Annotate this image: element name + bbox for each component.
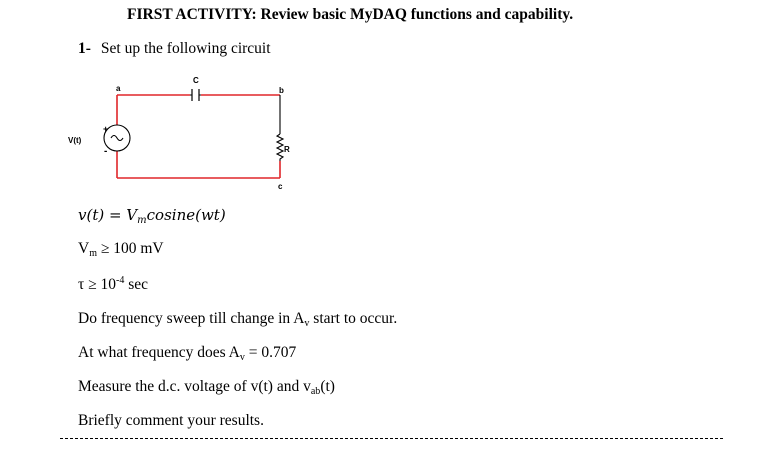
instruction-3-post: (t) <box>320 378 335 395</box>
vm-rest: ≥ 100 mV <box>96 240 164 257</box>
resistor-label: R <box>284 145 290 154</box>
instruction-3-pre: Measure the d.c. voltage of v(t) and v <box>78 378 311 395</box>
circuit-wires <box>117 95 280 178</box>
source-label: V(t) <box>68 136 82 145</box>
dashed-separator <box>60 438 723 439</box>
instruction-4: Briefly comment your results. <box>78 412 264 429</box>
eq-v-rhs: cosine(wt) <box>146 206 226 224</box>
instruction-3 <box>78 378 335 397</box>
eq-v-sub: m <box>137 215 147 226</box>
instruction-1 <box>78 310 397 329</box>
vm-main: V <box>78 240 90 257</box>
step-text: Set up the following circuit <box>100 40 271 57</box>
node-c-bottom-label: c <box>278 182 283 191</box>
node-a-label: a <box>116 84 121 93</box>
vm-sub: m <box>89 248 97 259</box>
node-b-label: b <box>279 86 284 95</box>
tau-main: τ ≥ 10 <box>78 276 116 293</box>
eq-v-lhs: v(t) = V <box>78 206 138 224</box>
source-minus-sign: - <box>104 146 108 157</box>
instruction-2 <box>78 344 296 363</box>
vm-condition <box>78 240 164 259</box>
instruction-1-sub: v <box>304 318 310 329</box>
step-1 <box>78 40 271 58</box>
activity-title: FIRST ACTIVITY: Review basic MyDAQ functions and capability. <box>127 6 574 23</box>
step-number: 1- <box>78 40 91 57</box>
instruction-1-pre: Do frequency sweep till change in A <box>78 310 305 327</box>
instruction-2-sub: v <box>239 352 245 363</box>
capacitor-symbol <box>190 89 201 101</box>
tau-exp: -4 <box>116 275 125 286</box>
instruction-2-post: = 0.707 <box>244 344 297 361</box>
equation-voltage <box>78 206 226 226</box>
circuit-diagram <box>60 70 310 200</box>
instruction-2-pre: At what frequency does A <box>78 344 240 361</box>
source-plus-sign: + <box>103 124 109 134</box>
instruction-3-sub: ab <box>310 386 321 397</box>
capacitor-label: C <box>193 76 199 85</box>
tau-condition <box>78 275 148 294</box>
tau-unit: sec <box>124 276 149 293</box>
instruction-1-post: start to occur. <box>309 310 398 327</box>
resistor-symbol <box>277 95 283 161</box>
